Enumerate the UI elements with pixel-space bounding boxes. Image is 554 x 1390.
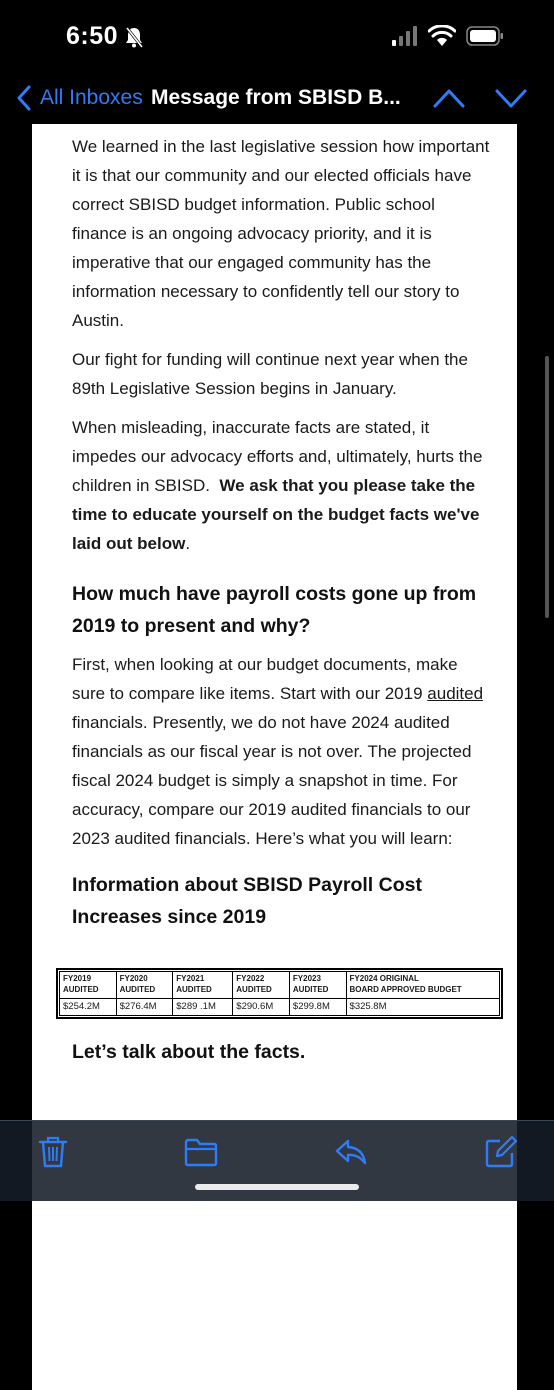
back-button-label: All Inboxes [40,86,143,109]
header-year: FY2023 [292,974,321,983]
payroll-header-cell [173,972,233,999]
reply-icon[interactable] [334,1135,368,1169]
paragraph-compare-items-a: First, when looking at our budget documents, make sure to compare like items. Start with our 2019 [72,655,458,703]
paragraph-misleading-facts [72,413,492,558]
status-bar [0,0,554,74]
header-year: FY2021 [176,974,205,983]
header-status: AUDITED [236,985,272,994]
battery-icon [466,26,504,46]
payroll-value-cell: $290.6M [233,999,290,1016]
payroll-table [59,971,500,1016]
chevron-down-icon[interactable] [494,86,528,110]
header-status: AUDITED [63,985,99,994]
payroll-header-cell [233,972,290,999]
paragraph-compare-items-b: financials. Presently, we do not have 2024 audited financials as our fiscal year is not over. The projected fiscal 2024 budget is simply a snapshot in time. For accuracy, compare our 2019 audited financials to our 2023 audited financials. Here’s what you will learn: [72,713,472,848]
paragraph-misleading-facts-text: When misleading, inaccurate facts are stated, it impedes our advocacy efforts and, ultimately, hurts the children in SBISD. [72,418,483,495]
mail-nav-bar [0,74,554,124]
heading-payroll-info: Information about SBISD Payroll Cost Increases since 2019 [72,874,422,928]
payroll-header-cell [289,972,346,999]
header-year: FY2020 [119,974,148,983]
header-year: FY2022 [236,974,265,983]
payroll-table-header-row [60,972,500,999]
payroll-header-cell [346,972,499,999]
chevron-left-icon [16,85,32,111]
wifi-icon [428,25,456,46]
payroll-value-cell: $325.8M [346,999,499,1016]
cellular-signal-icon [392,26,418,46]
audited-underlined-word: audited [427,684,484,703]
folder-icon[interactable] [184,1135,218,1169]
home-indicator[interactable] [195,1184,359,1190]
header-year: FY2019 [63,974,92,983]
heading-payroll-costs: How much have payroll costs gone up from 2019 to present and why? [72,583,477,637]
paragraph-compare-items [72,650,492,853]
payroll-value-cell: $276.4M [116,999,173,1016]
paragraph-misleading-facts-bold: We ask that you please take the time to educate yourself on the budget facts we've laid out below [72,476,480,553]
trash-icon[interactable] [36,1135,70,1169]
payroll-value-cell: $254.2M [60,999,117,1016]
paragraph-legislative-session: We learned in the last legislative session how important it is that our community and our elected officials have correct SBISD budget information. Public school finance is an ongoing advocacy priority, and it is imperative that our engaged community has the information necessary to confidently tell our story to Austin. [72,137,490,330]
scrollbar-thumb[interactable] [545,356,549,618]
status-time: 6:50 [66,22,119,50]
back-button[interactable] [16,80,143,116]
paragraph-misleading-facts-end: . [185,534,191,553]
header-status: AUDITED [119,985,156,994]
payroll-table-wrapper [56,968,517,1024]
payroll-header-cell [60,972,117,999]
header-status: AUDITED [292,985,329,994]
compose-icon[interactable] [484,1135,518,1169]
chevron-up-icon[interactable] [432,86,466,110]
paragraph-funding-fight: Our fight for funding will continue next year when the 89th Legislative Session begins in January. [72,350,468,398]
payroll-value-cell: $289 .1M [173,999,233,1016]
payroll-table-value-row [60,999,500,1016]
payroll-value-cell: $299.8M [289,999,346,1016]
heading-facts: Let’s talk about the facts. [72,1041,306,1063]
header-status: BOARD APPROVED BUDGET [349,985,462,994]
bell-muted-icon [124,26,144,48]
message-title: Message from SBISD B... [151,86,401,109]
payroll-table-frame [56,968,503,1019]
payroll-header-cell [116,972,173,999]
header-year: FY2024 ORIGINAL [349,974,419,983]
header-status: AUDITED [176,985,212,994]
